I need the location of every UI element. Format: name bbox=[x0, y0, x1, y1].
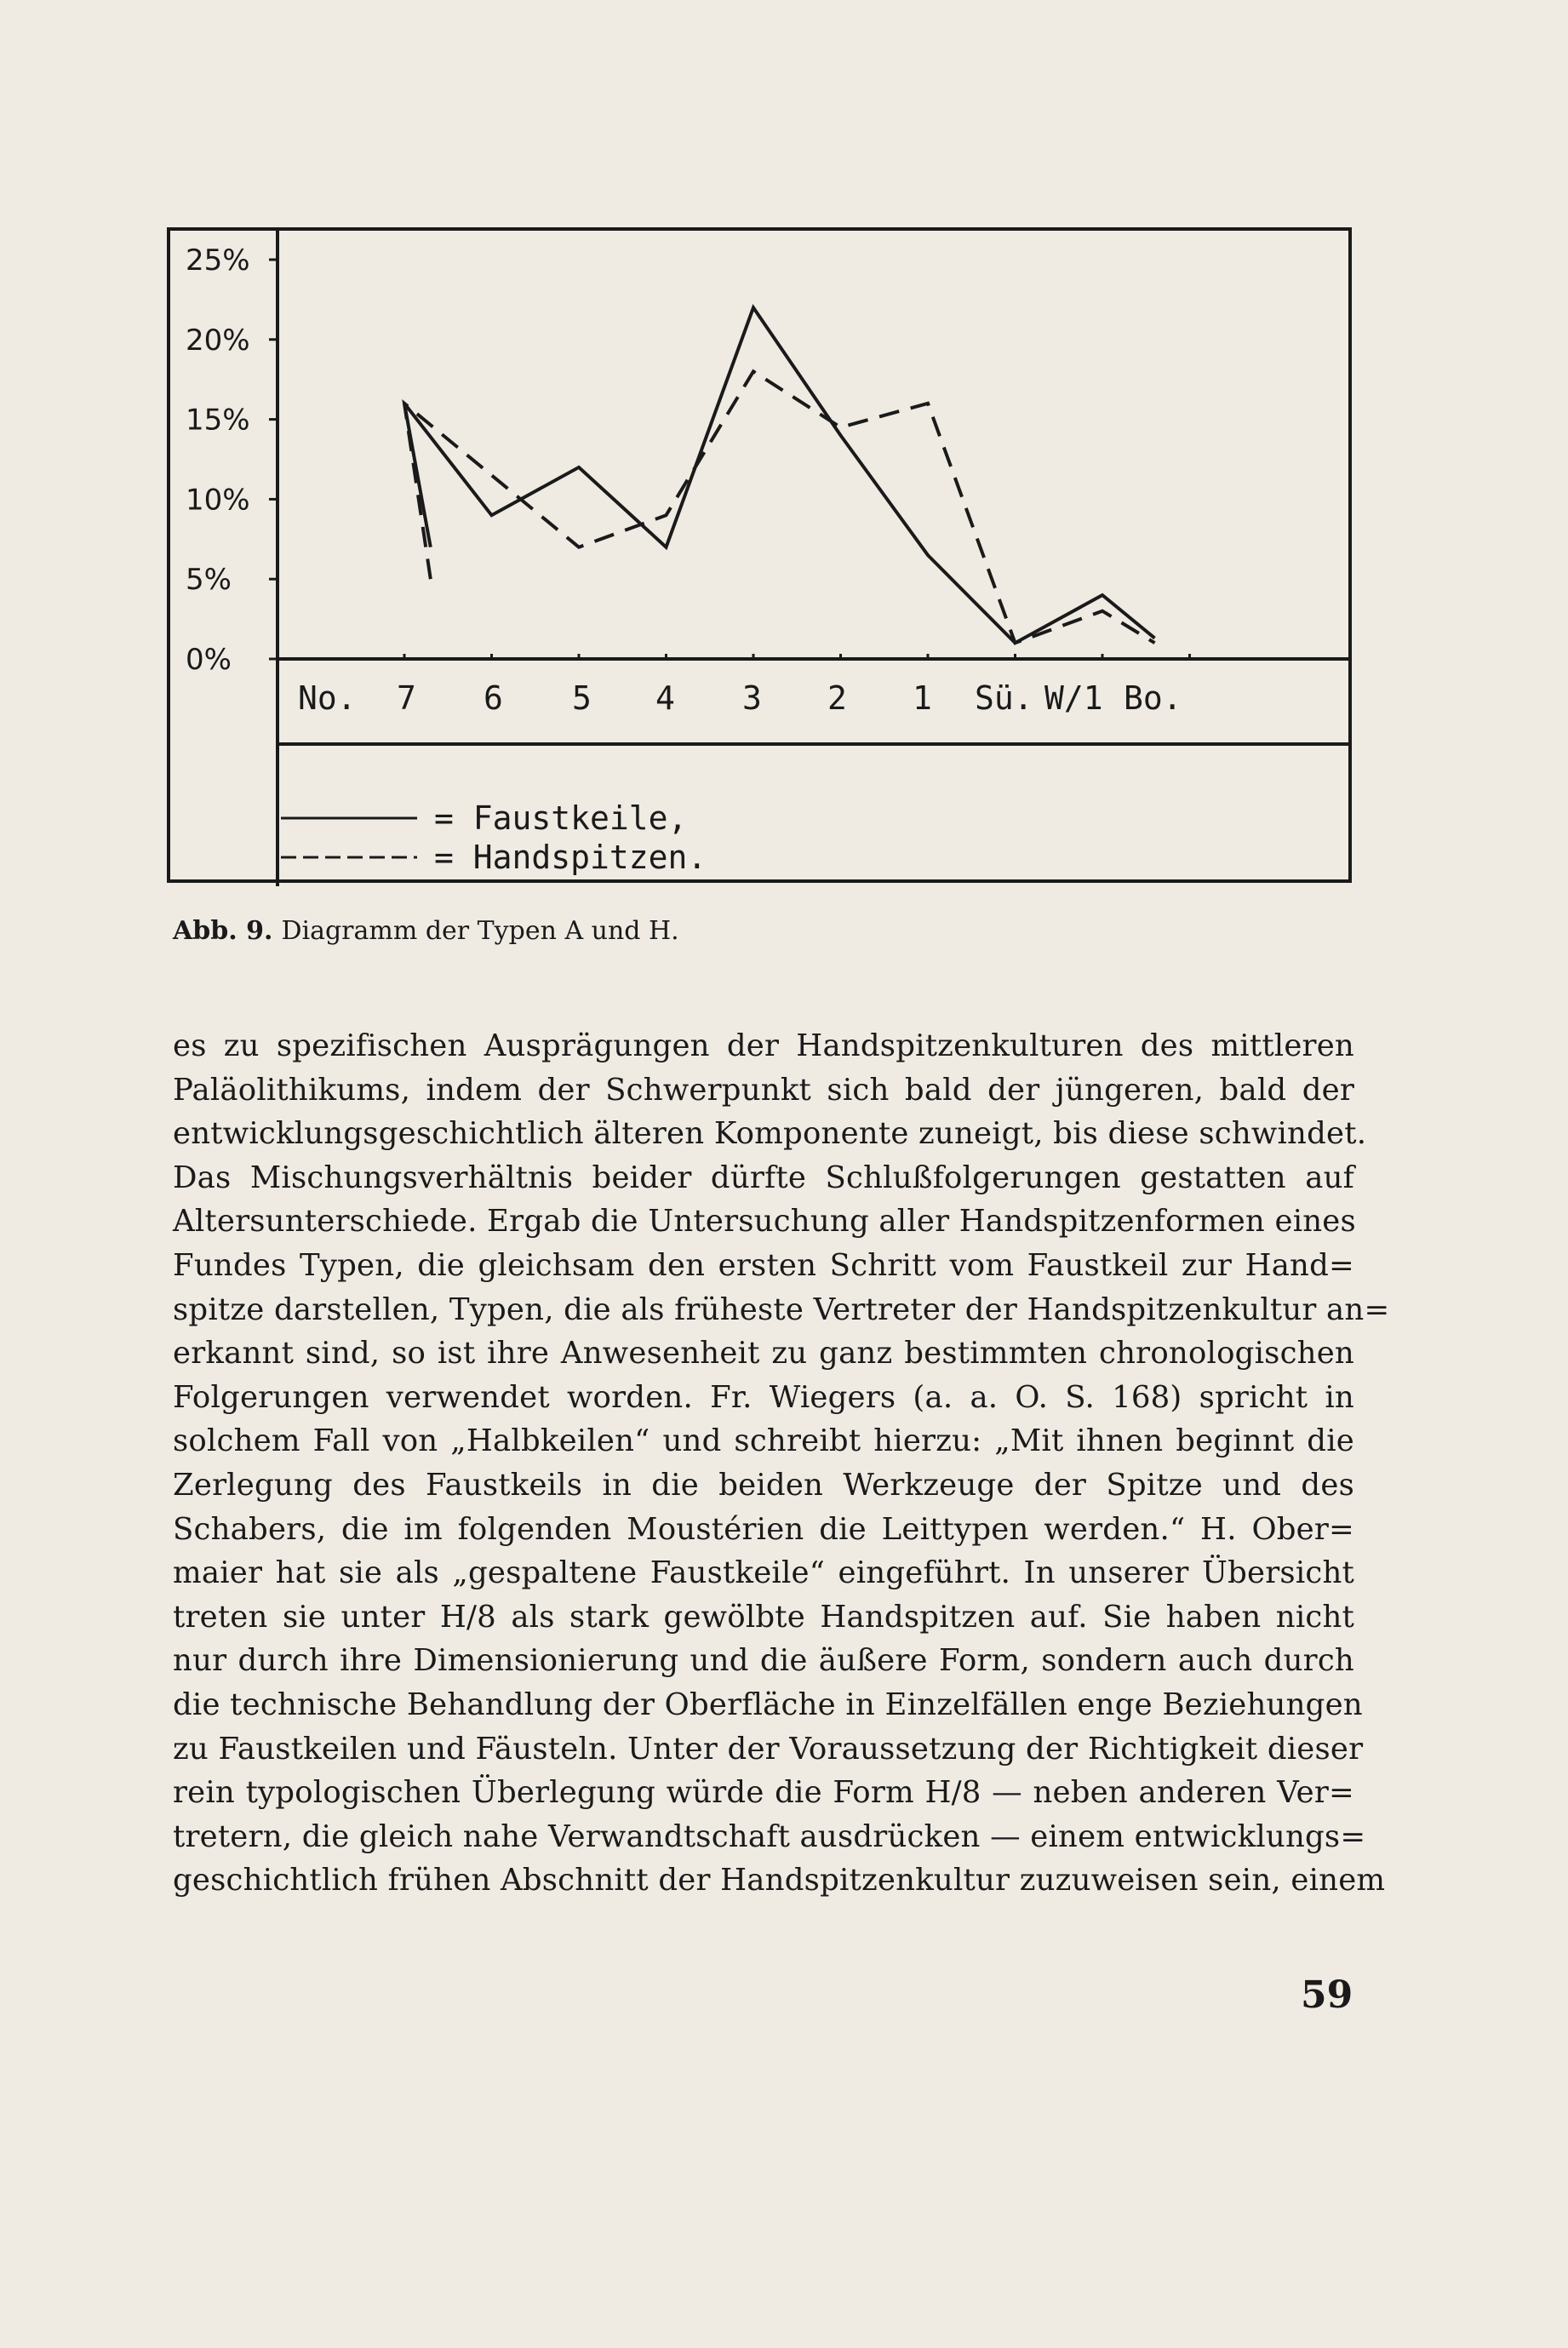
body-line: Das Mischungsverhältnis beider dürfte Schlußfolgerungen gestatten auf bbox=[173, 1160, 1354, 1195]
x-axis-prefix: No. bbox=[298, 679, 357, 717]
body-line: geschichtlich frühen Abschnitt der Handspitzenkultur zuzuweisen sein, einem bbox=[173, 1863, 1386, 1898]
body-line: rein typologischen Überlegung würde die Form H/8 — neben anderen Ver= bbox=[173, 1775, 1354, 1811]
series-handspitzen-line bbox=[404, 371, 1155, 643]
figure-frame bbox=[167, 227, 1352, 883]
x-tick-label: W/1 bbox=[1044, 679, 1103, 717]
x-tick-label: Sü. bbox=[975, 679, 1033, 717]
y-tick-label: 25% bbox=[186, 243, 250, 278]
body-line: Folgerungen verwendet worden. Fr. Wiegers (a. a. O. S. 168) spricht in bbox=[173, 1379, 1354, 1415]
line-chart bbox=[170, 231, 1355, 886]
body-line: Altersunterschiede. Ergab die Untersuchung aller Handspitzenformen eines bbox=[173, 1204, 1356, 1240]
x-tick-label: 5 bbox=[572, 679, 592, 717]
body-line: Zerlegung des Faustkeils in die beiden Werkzeuge der Spitze und des bbox=[173, 1467, 1354, 1503]
body-line: solchem Fall von „Halbkeilen“ und schreibt hierzu: „Mit ihnen beginnt die bbox=[173, 1423, 1354, 1459]
body-line: die technische Behandlung der Oberfläche in Einzelfällen enge Beziehungen bbox=[173, 1687, 1363, 1722]
figure-caption bbox=[173, 916, 679, 946]
x-tick-label: Bo. bbox=[1124, 679, 1182, 717]
y-tick-label: 10% bbox=[186, 483, 250, 518]
y-tick-label: 0% bbox=[186, 643, 232, 677]
x-tick-label: 7 bbox=[397, 679, 416, 717]
y-tick-label: 20% bbox=[186, 323, 250, 358]
legend-label: = Handspitzen. bbox=[434, 839, 707, 876]
caption-text: Diagramm der Typen A und H. bbox=[281, 916, 679, 946]
body-line: nur durch ihre Dimensionierung und die äußere Form, sondern auch durch bbox=[173, 1643, 1354, 1679]
x-tick-label: 3 bbox=[742, 679, 762, 717]
body-line: maier hat sie als „gespaltene Faustkeile“ eingeführt. In unserer Übersicht bbox=[173, 1555, 1354, 1591]
body-line: Paläolithikums, indem der Schwerpunkt sich bald der jüngeren, bald der bbox=[173, 1072, 1354, 1108]
legend-label: = Faustkeile, bbox=[434, 799, 688, 837]
body-paragraph bbox=[173, 1024, 1390, 1903]
y-tick-label: 15% bbox=[186, 403, 250, 438]
page-number: 59 bbox=[1301, 1973, 1353, 2017]
x-tick-label: 2 bbox=[827, 679, 847, 717]
body-line: Schabers, die im folgenden Moustérien die Leittypen werden.“ H. Ober= bbox=[173, 1511, 1354, 1547]
body-line: es zu spezifischen Ausprägungen der Handspitzenkulturen des mittleren bbox=[173, 1028, 1354, 1063]
x-tick-label: 6 bbox=[484, 679, 503, 717]
body-line: zu Faustkeilen und Fäusteln. Unter der Voraussetzung der Richtigkeit dieser bbox=[173, 1731, 1364, 1767]
x-tick-label: 4 bbox=[655, 679, 675, 717]
body-line: Fundes Typen, die gleichsam den ersten Schritt vom Faustkeil zur Hand= bbox=[173, 1247, 1354, 1283]
body-line: erkannt sind, so ist ihre Anwesenheit zu ganz bestimmten chronologischen bbox=[173, 1336, 1354, 1372]
body-line: tretern, die gleich nahe Verwandtschaft ausdrücken — einem entwicklungs= bbox=[173, 1818, 1366, 1854]
caption-label: Abb. 9. bbox=[173, 916, 273, 946]
body-line: treten sie unter H/8 als stark gewölbte Handspitzen auf. Sie haben nicht bbox=[173, 1599, 1354, 1635]
body-line: spitze darstellen, Typen, die als früheste Vertreter der Handspitzenkultur an= bbox=[173, 1291, 1390, 1327]
series-faustkeile-line bbox=[404, 307, 1155, 643]
x-tick-label: 1 bbox=[913, 679, 932, 717]
y-tick-label: 5% bbox=[186, 563, 232, 598]
body-line: entwicklungsgeschichtlich älteren Komponente zuneigt, bis diese schwindet. bbox=[173, 1116, 1367, 1152]
